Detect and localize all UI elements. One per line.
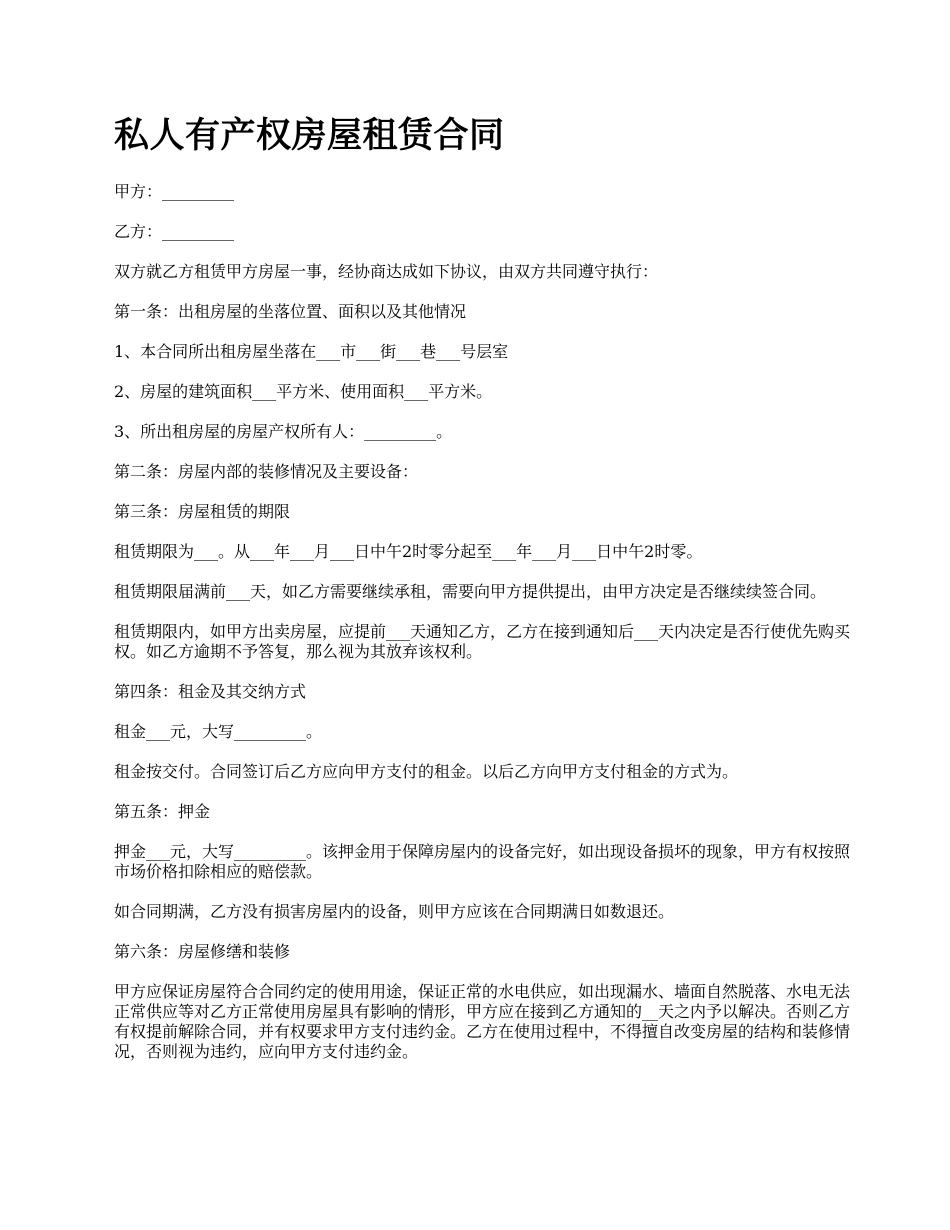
party-b-line: 乙方：_________	[114, 222, 235, 241]
article-4-heading: 第四条：租金及其交纳方式	[114, 682, 307, 701]
rent-amount-paragraph: 租金___元，大写_________。	[114, 722, 323, 741]
renewal-paragraph: 租赁期限届满前___天，如乙方需要继续承租，需要向甲方提供提出，由甲方决定是否继续续签合同。	[114, 582, 827, 601]
article-5-heading: 第五条：押金	[114, 802, 211, 821]
deposit-paragraph: 押金___元，大写_________。该押金用于保障房屋内的设备完好，如出现设备损坏的现象，甲方有权按照市场价格扣除相应的赔偿款。	[114, 842, 851, 881]
repair-paragraph: 甲方应保证房屋符合合同约定的使用用途，保证正常的水电供应，如出现漏水、墙面自然脱落、水电无法正常供应等对乙方正常使用房屋具有影响的情形，甲方应在接到乙方通知的__天之内予以解决。否则乙方有权提前解除合同，并有权要求甲方支付违约金。乙方在使用过程中，不得擅自改变房屋的结构和装修情况，否则视为违约，应向甲方支付违约金。	[114, 982, 851, 1061]
article-3-heading: 第三条：房屋租赁的期限	[114, 502, 291, 521]
party-a-line: 甲方：_________	[114, 182, 235, 201]
preemption-paragraph: 租赁期限内，如甲方出卖房屋，应提前___天通知乙方，乙方在接到通知后___天内决定是否行使优先购买权。如乙方逾期不予答复，那么视为其放弃该权利。	[114, 622, 851, 661]
deposit-refund-paragraph: 如合同期满，乙方没有损害房屋内的设备，则甲方应该在合同期满日如数退还。	[114, 902, 675, 921]
article-1-heading: 第一条：出租房屋的坐落位置、面积以及其他情况	[114, 302, 467, 321]
article-1-clause-1: 1、本合同所出租房屋坐落在___市___街___巷___号层室	[114, 342, 509, 361]
article-1-clause-2: 2、房屋的建筑面积___平方米、使用面积___平方米。	[114, 382, 493, 401]
document-page	[114, 112, 859, 1082]
lease-term-paragraph: 租赁期限为___。从___年___月___日中午2时零分起至___年___月___日中午2时零。	[114, 542, 703, 561]
rent-payment-paragraph: 租金按交付。合同签订后乙方应向甲方支付的租金。以后乙方向甲方支付租金的方式为。	[114, 762, 739, 781]
preamble-paragraph: 双方就乙方租赁甲方房屋一事，经协商达成如下协议，由双方共同遵守执行：	[114, 262, 659, 281]
article-1-clause-3: 3、所出租房屋的房屋产权所有人：_________。	[114, 422, 453, 441]
article-6-heading: 第六条：房屋修缮和装修	[114, 942, 291, 961]
article-2-heading: 第二条：房屋内部的装修情况及主要设备：	[114, 462, 419, 481]
document-title: 私人有产权房屋租赁合同	[114, 115, 505, 156]
